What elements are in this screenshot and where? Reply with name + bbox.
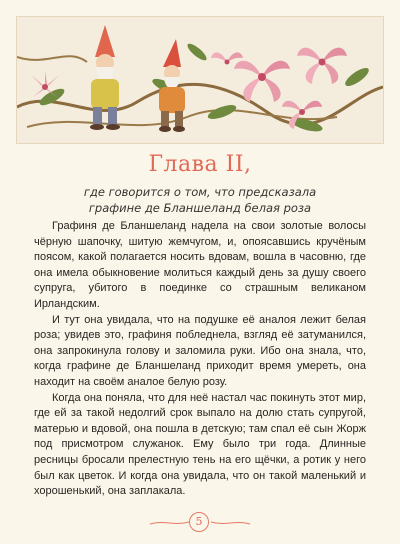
chapter-text: [34, 219, 366, 500]
chapter-subtitle-line-2: графине де Бланшеланд белая роза: [88, 201, 312, 215]
chapter-illustration: [16, 16, 384, 144]
paragraph: Когда она поняла, что для неё настал час покинуть этот мир, где ей за такой недолгий срок выпало на долю стать супругой, матерью и вдовой, она пошла в детскую; там спал её сын Жорж под присмотром служанок. Ему было три года. Длинные ресницы бросали прелестную тень на его щёчки, а ротик у него был как цветок. И когда она увидала, что он такой маленький и хорошенький, она заплакала.: [34, 391, 366, 498]
chapter-subtitle-line-1: где говорится о том, что предсказала: [83, 185, 317, 199]
chapter-subtitle: [0, 184, 400, 216]
paragraph: Графиня де Бланшеланд надела на свои золотые волосы чёрную шапочку, шитую жемчугом, и, опоясавшись кручёным поясом, какой полагается носить вдовам, вошла в часовню, где она имела обыкновение молиться каждый день за душу своего супруга, убитого в поединке со страшным великаном Ирландским.: [34, 220, 366, 310]
chapter-title: Глава II,: [148, 152, 252, 177]
gnomes-and-lilies-illustration: [17, 17, 383, 143]
page-number: 5: [189, 512, 209, 532]
page-number-area: [0, 512, 400, 532]
paragraph: И тут она увидала, что на подушке её аналоя лежит белая роза; увидев это, графиня побледнела, взгляд её затуманился, она запрокинула голову и заломила руки. Ибо она знала, что, когда графине де Бланшеланд приходит время умереть, она находит на своём аналое белую розу.: [34, 313, 366, 388]
